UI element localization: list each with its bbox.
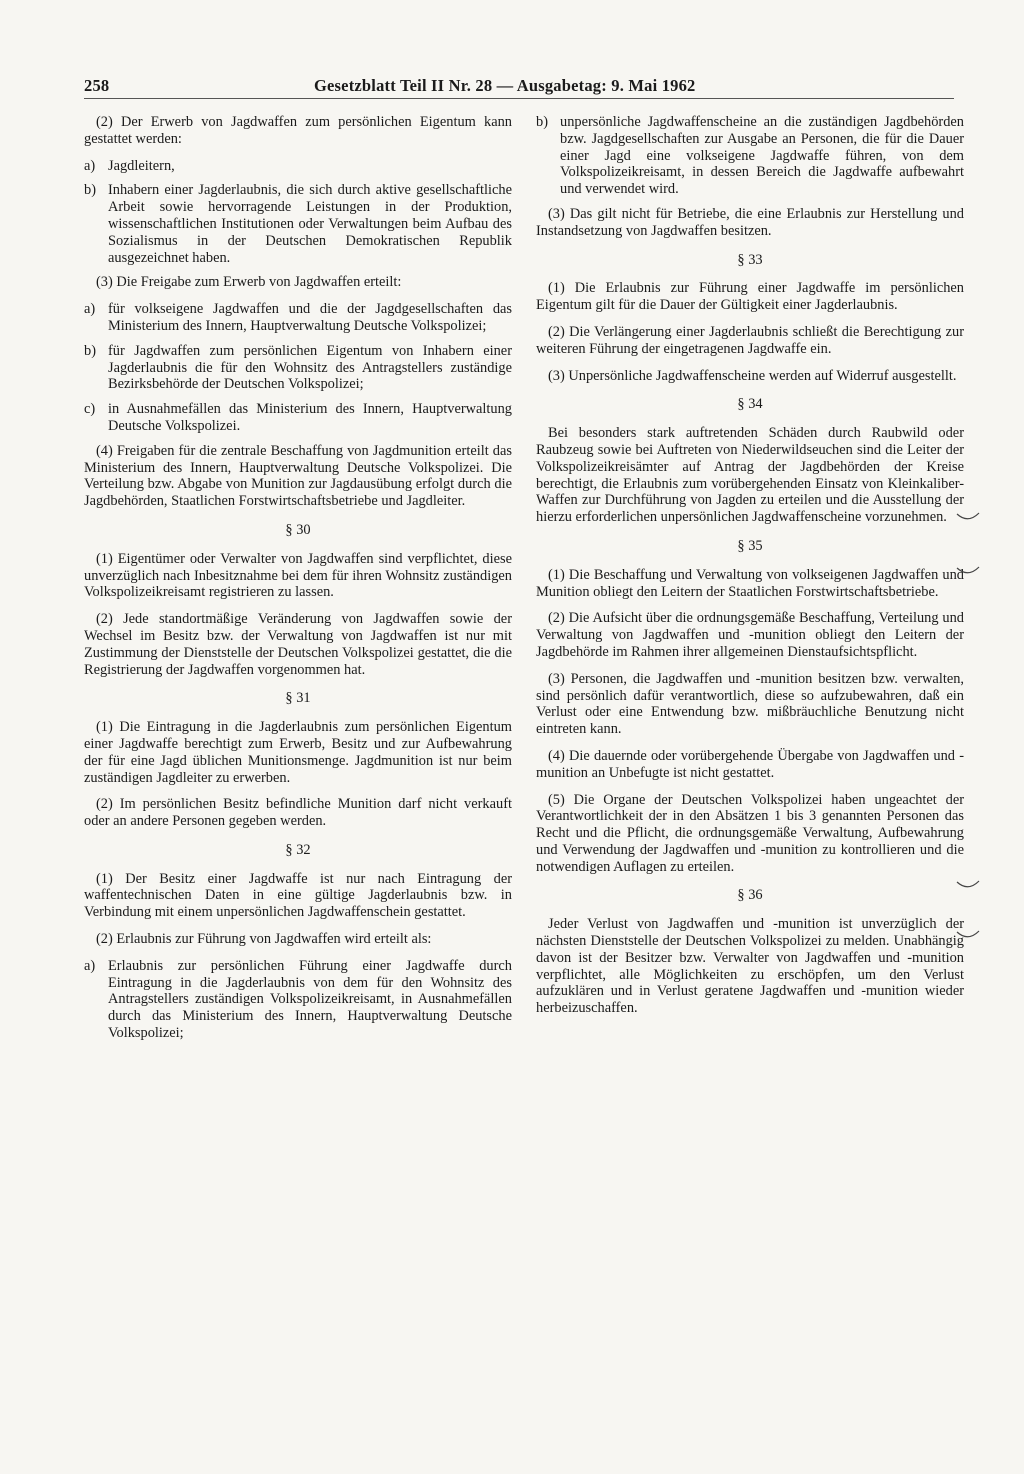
paragraph-35-3: (3) Personen, die Jagdwaffen und -munition besitzen bzw. verwalten, sind persönlich dafür verantwortlich, diese so aufzubewahren, daß ein Verlust oder eine Entwendung bzw. mißbräuchliche Benutzung nicht eintreten kann. bbox=[536, 670, 964, 738]
list-text: Inhabern einer Jagderlaubnis, die sich durch aktive gesellschaftliche Arbeit sowie hervorragende Leistungen in der Produktion, wissenschaftlichen Institutionen oder Verwaltungen beim Aufbau des Sozialismus in der Deutschen Demokratischen Republik ausgezeichnet haben. bbox=[108, 182, 512, 266]
list-text: unpersönliche Jagdwaffenscheine an die zuständigen Jagdbehörden bzw. Jagdgesellschaften zur Ausgabe an Personen, die für die Dauer einer Jagd eine volkseigene Jagdwaffe führen, von dem Volkspolizeikreisamt, in dessen Bereich die Jagdwaffe aufbewahrt und verwendet wird. bbox=[560, 114, 964, 198]
right-column bbox=[536, 114, 964, 1027]
list-item bbox=[84, 343, 512, 393]
page-number: 258 bbox=[84, 76, 110, 95]
list-marker: a) bbox=[84, 957, 96, 974]
paragraph-35-5: (5) Die Organe der Deutschen Volkspolizei haben ungeachtet der Verantwortlichkeit der in den Absätzen 1 bis 3 genannten Personen das Recht und die Pflicht, die ordnungsgemäße Verwaltung, Aufbewahrung und Verwendung der Jagdwaffen und -munition zu kontrollieren und die notwendigen Auflagen zu erteilen. bbox=[536, 791, 964, 875]
paragraph-35-2: (2) Die Aufsicht über die ordnungsgemäße Beschaffung, Verteilung und Verwaltung von Jagdwaffen und -munition obliegt den Leitern der Jagdbehörde im Rahmen ihrer allgemeinen Dienstaufsichtspflicht. bbox=[536, 610, 964, 660]
list-text: in Ausnahmefällen das Ministerium des Innern, Hauptverwaltung Deutsche Volkspolizei. bbox=[108, 401, 512, 434]
section-heading-33: § 33 bbox=[737, 251, 763, 268]
section-heading-36: § 36 bbox=[737, 887, 763, 904]
section-heading-31: § 31 bbox=[285, 690, 311, 707]
list-marker: b) bbox=[536, 114, 548, 130]
paragraph-29-3-intro: (3) Die Freigabe zum Erwerb von Jagdwaffen erteilt: bbox=[96, 274, 402, 291]
paragraph-31-2: (2) Im persönlichen Besitz befindliche Munition darf nicht verkauft oder an andere Personen gegeben werden. bbox=[84, 796, 512, 830]
list-item bbox=[84, 401, 512, 435]
list-item bbox=[84, 158, 512, 175]
section-heading-34: § 34 bbox=[737, 396, 763, 413]
paragraph-33-1: (1) Die Erlaubnis zur Führung einer Jagdwaffe im persönlichen Eigentum gilt für die Dauer der Gültigkeit einer Jagderlaubnis. bbox=[536, 280, 964, 314]
paragraph-29-2-intro: (2) Der Erwerb von Jagdwaffen zum persönlichen Eigentum kann gestattet werden: bbox=[84, 114, 512, 147]
section-heading-32: § 32 bbox=[285, 841, 311, 858]
paragraph-33-2: (2) Die Verlängerung einer Jagderlaubnis schließt die Berechtigung zur weiteren Führung der eingetragenen Jagdwaffe ein. bbox=[536, 323, 964, 357]
paragraph-35-1: (1) Die Beschaffung und Verwaltung von volkseigenen Jagdwaffen und Munition obliegt den Leitern der Staatlichen Forstwirtschaftsbetriebe. bbox=[536, 566, 964, 600]
paragraph-36: Jeder Verlust von Jagdwaffen und -munition ist unverzüglich der nächsten Dienststelle der Deutschen Volkspolizei zu melden. Unabhängig davon ist der Besitzer bzw. Verwalter von Jagdwaffen und -munition verpflichtet, alle Möglichkeiten zu erschöpfen, um den Verlust aufzuklären und in Verlust geratene Jagdwaffen und -munition wieder herbeizuschaffen. bbox=[536, 916, 964, 1017]
list-text: für Jagdwaffen zum persönlichen Eigentum von Inhabern einer Jagderlaubnis die für den Wohnsitz des Antragstellers zuständige Bezirksbehörde der Deutschen Volkspolizei; bbox=[108, 342, 512, 393]
list-marker: b) bbox=[84, 182, 96, 199]
paragraph-31-1: (1) Die Eintragung in die Jagderlaubnis zum persönlichen Eigentum einer Jagdwaffe berechtigt zum Erwerb, Besitz und zur Aufbewahrung der für eine Jagd üblichen Munitionsmenge. Jagdmunition ist nur beim zuständigen Jagdleiter zu erwerben. bbox=[84, 719, 512, 786]
list-item bbox=[84, 301, 512, 335]
paragraph-32-3: (3) Das gilt nicht für Betriebe, die eine Erlaubnis zur Herstellung und Instandsetzung von Jagdwaffen besitzen. bbox=[536, 205, 964, 239]
margin-mark-icon bbox=[956, 566, 980, 576]
list-marker: b) bbox=[84, 342, 96, 359]
paragraph-32-2-intro: (2) Erlaubnis zur Führung von Jagdwaffen wird erteilt als: bbox=[96, 931, 432, 948]
header-title: Gesetzblatt Teil II Nr. 28 — Ausgabetag: 9. Mai 1962 bbox=[314, 76, 696, 95]
paragraph-35-4: (4) Die dauernde oder vorübergehende Übergabe von Jagdwaffen und -munition an Unbefugte ist nicht gestattet. bbox=[536, 747, 964, 781]
list-marker: a) bbox=[84, 157, 96, 174]
paragraph-33-3: (3) Unpersönliche Jagdwaffenscheine werden auf Widerruf ausgestellt. bbox=[548, 367, 957, 384]
paragraph-32-1: (1) Der Besitz einer Jagdwaffe ist nur nach Eintragung der waffentechnischen Daten in eine gültige Jagderlaubnis bzw. in Verbindung mit einem unpersönlichen Jagdwaffenschein gestattet. bbox=[84, 870, 512, 921]
header-rule bbox=[84, 98, 954, 99]
list-text: für volkseigene Jagdwaffen und die der Jagdgesellschaften das Ministerium des Innern, Hauptverwaltung Deutsche Volkspolizei; bbox=[108, 301, 512, 334]
left-column bbox=[84, 114, 512, 1050]
section-heading-35: § 35 bbox=[737, 537, 763, 554]
list-marker: c) bbox=[84, 401, 96, 418]
list-marker: a) bbox=[84, 301, 96, 318]
margin-mark-icon bbox=[956, 512, 980, 522]
list-text: Jagdleitern, bbox=[108, 157, 175, 174]
paragraph-30-1: (1) Eigentümer oder Verwalter von Jagdwaffen sind verpflichtet, diese unverzüglich nach Inbesitznahme bei dem für ihren Wohnsitz zuständigen Volkspolizeikreisamt registrieren zu lassen. bbox=[84, 550, 512, 601]
paragraph-34: Bei besonders stark auftretenden Schäden durch Raubwild oder Raubzeug sowie bei Auftreten von Niederwildseuchen sind die Leiter der Volkspolizeikreisämter auf Antrag der Jagdbehörden der Kreise berechtigt, die Erlaubnis zum vorübergehenden Einsatz von Kleinkaliber-Waffen zur Durchführung von Jagden zu erteilen und die Ausstellung der hierzu erforderlichen unpersönlichen Jagdwaffenscheine vorzunehmen. bbox=[536, 425, 964, 526]
list-item bbox=[536, 114, 964, 198]
paragraph-30-2: (2) Jede standortmäßige Veränderung von Jagdwaffen sowie der Wechsel im Besitz bzw. der Verwaltung von Jagdwaffen ist nur mit Zustimmung der Dienststelle der Deutschen Volkspolizei gestattet, die die Registrierung der Jagdwaffen vorgenommen hat. bbox=[84, 611, 512, 678]
list-item bbox=[84, 958, 512, 1042]
section-heading-30: § 30 bbox=[285, 521, 311, 538]
margin-mark-icon bbox=[956, 930, 980, 940]
list-item bbox=[84, 182, 512, 266]
list-text: Erlaubnis zur persönlichen Führung einer Jagdwaffe durch Eintragung in die Jagderlaubnis von dem für den Wohnsitz des Antragstellers zuständigen Volkspolizeikreisamt, in Ausnahmefällen durch das Ministerium des Innern, Hauptverwaltung Deutsche Volkspolizei; bbox=[108, 957, 512, 1042]
margin-mark-icon bbox=[956, 880, 980, 890]
page-header bbox=[84, 76, 764, 96]
paragraph-29-4: (4) Freigaben für die zentrale Beschaffung von Jagdmunition erteilt das Ministerium des Innern, Hauptverwaltung Deutsche Volkspolizei. Die Verteilung bzw. Abgabe von Munition zur Jagdausübung erfolgt durch die Jagdbehörden, Staatlichen Forstwirtschaftsbetriebe und Jagdleiter. bbox=[84, 442, 512, 510]
